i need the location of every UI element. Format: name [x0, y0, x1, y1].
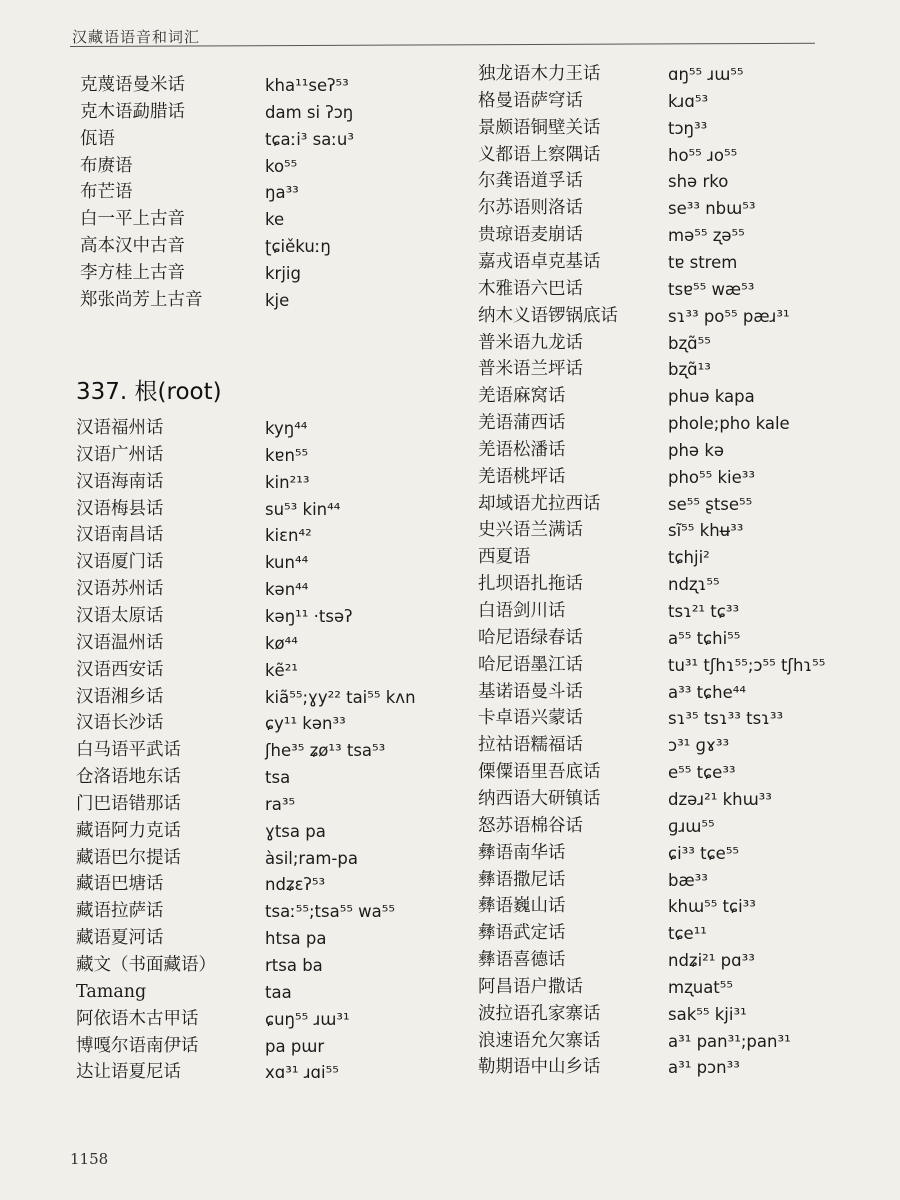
dialect-name: 格曼语萨穹话: [478, 90, 583, 111]
phonetic-form: tɐ strem: [668, 252, 738, 272]
phonetic-form: a³¹ pɔn³³: [668, 1058, 740, 1078]
phonetic-form: tsaː⁵⁵;tsa⁵⁵ wa⁵⁵: [265, 902, 396, 922]
phonetic-form: pho⁵⁵ kie³³: [668, 467, 756, 487]
phonetic-form: kɹɑ⁵³: [668, 91, 709, 111]
phonetic-form: rtsa ba: [265, 956, 323, 975]
dialect-name: 布赓语: [80, 155, 133, 176]
dialect-name: 傈僳语里吾底话: [478, 762, 601, 783]
dialect-name: 门巴语错那话: [76, 793, 181, 814]
dialect-name: 景颇语铜壁关话: [478, 117, 601, 138]
phonetic-form: tɔŋ³³: [668, 118, 708, 138]
dialect-name: 羌语麻窝话: [478, 386, 566, 407]
dialect-name: 郑张尚芳上古音: [80, 289, 203, 310]
dialect-name: 普米语兰坪话: [478, 359, 583, 380]
phonetic-form: sɿ³³ po⁵⁵ pæɹ³¹: [668, 306, 790, 326]
phonetic-form: kø⁴⁴: [265, 633, 298, 653]
dialect-name: 纳木义语锣锅底话: [478, 305, 618, 326]
dialect-name: 阿依语木古甲话: [76, 1008, 199, 1029]
phonetic-form: se³³ nbɯ⁵³: [668, 199, 756, 219]
dialect-name: 高本汉中古音: [80, 236, 185, 257]
dialect-name: 布芒语: [80, 182, 133, 203]
page-number: 1158: [70, 1150, 109, 1168]
phonetic-form: dam si ʔɔŋ: [265, 102, 354, 122]
phonetic-form: kiã⁵⁵;ɣy²² tai⁵⁵ kʌn: [265, 687, 416, 707]
phonetic-form: ɕuŋ⁵⁵ ɹɯ³¹: [265, 1009, 350, 1029]
dialect-name: 浪速语允欠寨话: [478, 1030, 601, 1051]
dialect-name: 尔龚语道孚话: [478, 171, 583, 192]
phonetic-form: sak⁵⁵ kji³¹: [668, 1004, 747, 1024]
dialect-name: 汉语长沙话: [76, 713, 164, 734]
dialect-name: 阿昌语户撒话: [478, 976, 583, 997]
phonetic-form: tɕaːi³ saːu³: [265, 129, 354, 149]
dialect-name: 汉语温州话: [76, 632, 164, 653]
phonetic-form: bʐɑ̃¹³: [668, 360, 711, 380]
dialect-name: 却域语尤拉西话: [478, 493, 601, 514]
dialect-name: 汉语湘乡话: [76, 686, 164, 707]
dialect-name: 扎坝语扎拖话: [478, 574, 583, 595]
phonetic-form: tɕhji²: [668, 548, 710, 568]
dialect-name: 嘉戎语卓克基话: [478, 251, 601, 272]
phonetic-form: ɔ³¹ ɡɤ³³: [668, 736, 730, 756]
phonetic-form: tsɐ⁵⁵ wæ⁵³: [668, 279, 755, 299]
phonetic-form: e⁵⁵ tɕe³³: [668, 763, 736, 783]
phonetic-form: tsɿ²¹ tɕ³³: [668, 602, 740, 621]
dialect-name: 汉语西安话: [76, 659, 164, 680]
dialect-name: 哈尼语墨江话: [478, 654, 583, 675]
phonetic-form: ɕy¹¹ kən³³: [265, 714, 346, 734]
dialect-name: 羌语蒲西话: [478, 413, 566, 434]
dialect-name: 白一平上古音: [80, 209, 185, 230]
dialect-name: 仓洛语地东话: [76, 767, 181, 788]
dialect-name: 藏语阿力克话: [76, 820, 181, 841]
phonetic-form: ndʐɿ⁵⁵: [668, 575, 720, 595]
phonetic-form: ɣtsa pa: [265, 821, 326, 841]
dialect-name: 彝语喜德话: [478, 950, 566, 971]
dialect-name: 佤语: [80, 128, 115, 149]
phonetic-form: ndʑɛʔ⁵³: [265, 875, 326, 895]
dialect-name: 克蔑语曼米话: [80, 75, 185, 95]
dialect-name: 白语剑川话: [478, 601, 566, 621]
dialect-name: 李方桂上古音: [80, 262, 185, 283]
phonetic-form: se⁵⁵ ʂtse⁵⁵: [668, 494, 753, 514]
dialect-name: 卡卓语兴蒙话: [478, 708, 583, 729]
phonetic-form: pa pɯr: [265, 1036, 325, 1056]
phonetic-form: ndʑi²¹ pɑ³³: [668, 951, 755, 971]
phonetic-form: a³³ tɕhe⁴⁴: [668, 682, 746, 702]
phonetic-form: kəŋ¹¹ ·tsəʔ: [265, 606, 353, 626]
phonetic-form: mʐuat⁵⁵: [668, 977, 734, 997]
dialect-name: 木雅语六巴话: [478, 278, 583, 299]
phonetic-form: khɯ⁵⁵ tɕi³³: [668, 897, 756, 917]
dialect-name: 普米语九龙话: [478, 332, 583, 353]
dialect-name: 汉语海南话: [76, 471, 164, 492]
phonetic-form: a⁵⁵ tɕhi⁵⁵: [668, 628, 741, 648]
phonetic-form: xɑ³¹ ɹɑi⁵⁵: [265, 1063, 339, 1083]
section-heading: 337. 根(root): [76, 379, 222, 405]
phonetic-form: ɑŋ⁵⁵ ɹɯ⁵⁵: [668, 65, 744, 84]
phonetic-form: kən⁴⁴: [265, 580, 309, 600]
phonetic-form: tsa: [265, 768, 291, 788]
dialect-name: 汉语厦门话: [76, 552, 164, 573]
phonetic-form: kẽ²¹: [265, 660, 298, 680]
dialect-name: 独龙语木力王话: [478, 64, 601, 84]
dialect-name: 汉语广州话: [76, 444, 164, 465]
dialect-name: 藏语拉萨话: [76, 901, 164, 922]
dialect-name: 汉语南昌话: [76, 525, 164, 546]
phonetic-form: taa: [265, 982, 292, 1002]
dialect-name: 哈尼语绿春话: [478, 627, 583, 648]
phonetic-form: tɕe¹¹: [668, 924, 707, 944]
phonetic-form: kun⁴⁴: [265, 553, 309, 573]
dialect-name: 西夏语: [478, 547, 531, 568]
dialect-name: 克木语勐腊话: [80, 101, 185, 122]
phonetic-form: ke: [265, 210, 285, 230]
dialect-name: 白马语平武话: [76, 740, 181, 761]
phonetic-form: ɕi³³ tɕe⁵⁵: [668, 843, 740, 863]
dialect-name: 拉祜语糯福话: [478, 735, 583, 756]
dialect-name: 博嘎尔语南伊话: [76, 1035, 199, 1056]
phonetic-form: ɡɹɯ⁵⁵: [668, 816, 715, 836]
dialect-name: 纳西语大研镇话: [478, 788, 601, 809]
dialect-name: Tamang: [76, 981, 147, 1002]
dialect-name: 贵琼语麦崩话: [478, 225, 583, 246]
dialect-name: 汉语太原话: [76, 605, 164, 626]
dialect-name: 藏语巴塘话: [76, 874, 164, 895]
phonetic-form: àsil;ram-pa: [265, 848, 358, 868]
phonetic-form: krjig: [265, 263, 301, 283]
dialect-name: 汉语梅县话: [76, 498, 164, 519]
phonetic-form: mə⁵⁵ ʐə⁵⁵: [668, 226, 745, 246]
phonetic-form: su⁵³ kin⁴⁴: [265, 499, 341, 519]
phonetic-form: ko⁵⁵: [265, 156, 298, 176]
dialect-name: 彝语撒尼话: [478, 869, 566, 890]
dialect-name: 尔苏语则洛话: [478, 198, 583, 219]
dialect-name: 彝语南华话: [478, 842, 566, 863]
dialect-name: 汉语苏州话: [76, 579, 164, 600]
dialect-name: 藏语夏河话: [76, 928, 164, 949]
phonetic-form: kɐn⁵⁵: [265, 445, 309, 465]
phonetic-form: ʃhe³⁵ ʑø¹³ tsa⁵³: [265, 741, 386, 761]
dialect-name: 达让语夏尼话: [76, 1062, 181, 1083]
dialect-name: 波拉语孔家寨话: [478, 1003, 601, 1024]
phonetic-form: sĩ⁵⁵ khʉ³³: [668, 521, 744, 541]
phonetic-form: ŋa³³: [265, 183, 299, 203]
phonetic-form: phuə kapa: [668, 387, 755, 407]
dialect-name: 义都语上察隅话: [478, 144, 601, 165]
phonetic-form: shə rko: [668, 172, 729, 192]
phonetic-form: ʈɕiěkuːŋ: [265, 237, 331, 257]
dialect-name: 汉语福州话: [76, 418, 164, 438]
running-head: 汉藏语语音和词汇: [72, 28, 201, 46]
phonetic-form: kyŋ⁴⁴: [265, 419, 308, 438]
dialect-name: 勒期语中山乡话: [478, 1057, 601, 1078]
dialect-name: 羌语桃坪话: [478, 466, 566, 487]
dialect-name: 史兴语兰满话: [478, 520, 583, 541]
phonetic-form: phole;pho kale: [668, 414, 790, 434]
phonetic-form: a³¹ pan³¹;pan³¹: [668, 1031, 791, 1051]
dialect-name: 彝语武定话: [478, 923, 566, 944]
phonetic-form: sɿ³⁵ tsɿ³³ tsɿ³³: [668, 709, 784, 729]
phonetic-form: kje: [265, 290, 290, 310]
phonetic-form: dzəɹ²¹ khɯ³³: [668, 789, 772, 809]
phonetic-form: phə kə: [668, 440, 725, 460]
phonetic-form: kha¹¹seʔ⁵³: [265, 76, 349, 95]
phonetic-form: kiɛn⁴²: [265, 526, 312, 546]
phonetic-form: ho⁵⁵ ɹo⁵⁵: [668, 145, 738, 165]
dialect-name: 羌语松潘话: [478, 439, 566, 460]
phonetic-form: ra³⁵: [265, 794, 296, 814]
phonetic-form: bæ³³: [668, 870, 708, 890]
dialect-name: 彝语巍山话: [478, 896, 566, 917]
phonetic-form: tu³¹ tʃhɿ⁵⁵;ɔ⁵⁵ tʃhɿ⁵⁵: [668, 655, 826, 675]
phonetic-form: htsa pa: [265, 929, 327, 949]
dialect-name: 藏文（书面藏语）: [76, 955, 216, 975]
phonetic-form: bʐɑ̃⁵⁵: [668, 333, 711, 353]
phonetic-form: kin²¹³: [265, 472, 310, 492]
dialect-name: 基诺语曼斗话: [478, 681, 583, 702]
dialect-name: 怒苏语棉谷话: [478, 815, 583, 836]
dialect-name: 藏语巴尔提话: [76, 847, 181, 868]
